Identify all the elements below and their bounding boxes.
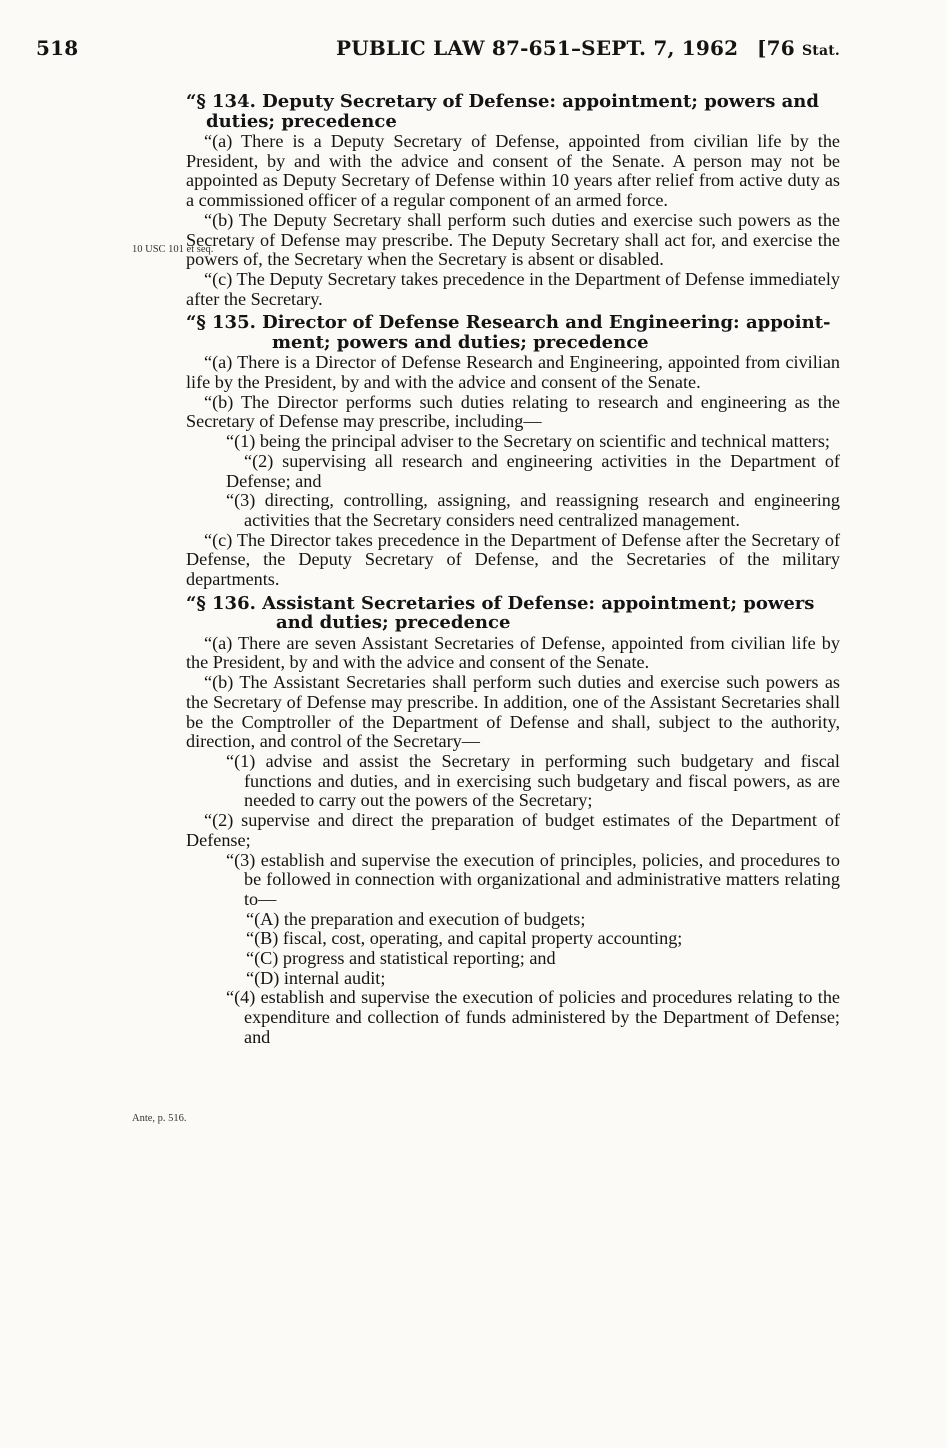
margin-note-usc: 10 USC 101 et seq. bbox=[132, 244, 214, 255]
section-136-b4: “(4) establish and supervise the execution of policies and procedures relating to the expenditure and collection of funds administered by the Department of Defense; and bbox=[226, 987, 840, 1047]
volume-suffix: Stat. bbox=[802, 43, 840, 59]
volume-prefix: [76 bbox=[756, 36, 802, 60]
section-136-b3B: “(B) fiscal, cost, operating, and capital property accounting; bbox=[246, 928, 683, 949]
section-135-b: “(b) The Director performs such duties relating to research and engineering as the Secretary of Defense may prescribe, including— bbox=[186, 391, 840, 432]
section-134-a: “(a) There is a Deputy Secretary of Defense, appointed from civilian life by the President, by and with the advice and consent of the Senate. A person may not be appointed as Deputy Secretary of Defense within 10 years after relief from active duty as a commissioned officer of a regular component of an armed force. bbox=[186, 131, 840, 211]
section-135-b3: “(3) directing, controlling, assigning, and reassigning research and engineering activities that the Secretary considers need centralized management. bbox=[226, 490, 840, 530]
section-134-heading-line1: “§ 134. Deputy Secretary of Defense: appointment; powers and bbox=[186, 91, 819, 112]
running-header bbox=[36, 36, 840, 72]
section-135-b1: “(1) being the principal adviser to the Secretary on scientific and technical matters; bbox=[226, 431, 830, 452]
section-136-b2: “(2) supervise and direct the preparation of budget estimates of the Department of Defense; bbox=[186, 810, 840, 850]
section-134-heading bbox=[186, 92, 840, 131]
section-136-b3D: “(D) internal audit; bbox=[246, 967, 386, 988]
page-body bbox=[186, 88, 840, 1048]
section-134-heading-line2: duties; precedence bbox=[206, 110, 397, 132]
section-136-heading-line2: and duties; precedence bbox=[276, 612, 511, 634]
section-136-heading-line1: “§ 136. Assistant Secretaries of Defense: appointment; powers bbox=[186, 592, 815, 614]
margin-note-ante: Ante, p. 516. bbox=[132, 1113, 187, 1124]
section-135-heading-line2: ment; powers and duties; precedence bbox=[272, 331, 649, 353]
volume-reference bbox=[757, 36, 840, 60]
header-title: PUBLIC LAW 87-651–SEPT. 7, 1962 bbox=[336, 36, 739, 60]
section-136-b3C: “(C) progress and statistical reporting; and bbox=[246, 948, 556, 969]
section-135-a: “(a) There is a Director of Defense Research and Engineering, appointed from civilian life by the President, by and with the advice and consent of the Senate. bbox=[186, 352, 840, 393]
page-number: 518 bbox=[36, 36, 79, 60]
section-136-b3: “(3) establish and supervise the execution of principles, policies, and procedures to be followed in connection with organizational and administrative matters relating to— bbox=[226, 849, 840, 909]
section-136-b1: “(1) advise and assist the Secretary in performing such budgetary and fiscal functions and duties, and in exercising such budgetary and fiscal powers, as are needed to carry out the powers of the Secretary; bbox=[226, 750, 840, 811]
section-135-heading bbox=[186, 313, 840, 352]
section-136-a: “(a) There are seven Assistant Secretaries of Defense, appointed from civilian life by the President, by and with the advice and consent of the Senate. bbox=[186, 632, 840, 673]
section-134-b: “(b) The Deputy Secretary shall perform such duties and exercise such powers as the Secretary of Defense may prescribe. The Deputy Secretary shall act for, and exercise the powers of, the Secretary when the Secretary is absent or disabled. bbox=[186, 209, 840, 270]
section-136-b3A: “(A) the preparation and execution of budgets; bbox=[246, 908, 586, 929]
section-134-c: “(c) The Deputy Secretary takes precedence in the Department of Defense immediately after the Secretary. bbox=[186, 268, 840, 309]
section-135-c: “(c) The Director takes precedence in the Department of Defense after the Secretary of Defense, the Deputy Secretary of Defense, and the Secretaries of the military departments. bbox=[186, 529, 840, 590]
section-136-heading bbox=[186, 594, 840, 633]
section-136-b: “(b) The Assistant Secretaries shall perform such duties and exercise such powers as the Secretary of Defense may prescribe. In addition, one of the Assistant Secretaries shall be the Comptroller of the Department of Defense and shall, subject to the authority, direction, and control of the Secretary— bbox=[186, 672, 840, 752]
section-135-heading-line1: “§ 135. Director of Defense Research and Engineering: appoint- bbox=[186, 312, 831, 334]
section-135-b2: “(2) supervising all research and engineering activities in the Department of Defense; and bbox=[226, 450, 840, 491]
